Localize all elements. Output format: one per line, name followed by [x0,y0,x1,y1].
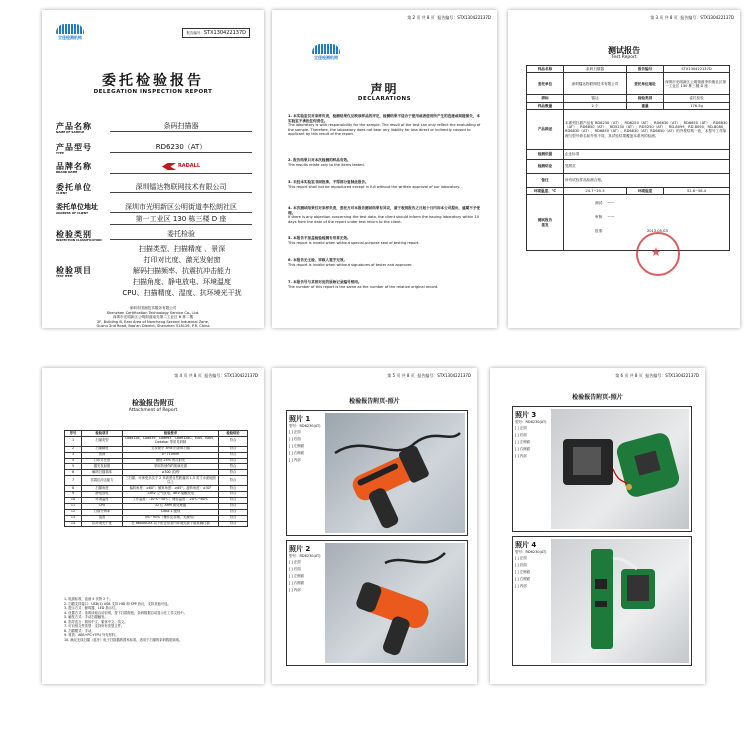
table-cell: 最低 25% 的反射比 [123,458,219,464]
test-item: 解码扫描频率、抗震抗冲击能力 [133,267,231,275]
table-cell: 11 [65,503,82,509]
table-cell: 符合 [219,491,248,497]
table-cell: 打印对比度 [82,458,123,464]
table-cell: 符合 [219,476,248,486]
table-cell: 采用防划伤的玻璃光窗 [123,464,219,470]
page-header: 第 6 页 共 8 页 报告编号：STX130422137D [615,373,699,378]
test-item: CPU、扫描精度、湿度、抗环境光干扰 [122,289,242,297]
declarations-subtitle: DECLARATIONS [357,96,412,102]
lab-logo [56,24,84,41]
declaration-item: 3. 未经本实验室书面批准，不得部分复制此报告。 This report shall not be reproduced except in full without the written approval of our laboratory. [288,180,461,189]
table-cell: 符合 [219,509,248,515]
table-cell: 解码扫描频率 [82,470,123,476]
table-cell: 静电放电 [82,491,123,497]
table-cell: 5%~95%（操作及存储，无凝结） [123,515,219,521]
table-cell: 扫描分辨率 [82,509,123,515]
table-cell: 符合 [219,470,248,476]
photo-frame-3: 照片 3 型号：RD6230(AT) [ ] 正面 [ ] 后面 [ ] 左侧面 [ ] 右侧面 [ ] 内部 [512,406,692,532]
declaration-item: 7. 本报告号与其相对应的原始记录编号相同。 The number of this report is the same as the number of the relative original record. [288,280,439,289]
sample-name-value: 条码扫描器 [110,122,252,132]
table-cell: 抗震抗冲击能力 [82,476,123,486]
table-row: 产品描述 本系列扫描产品有 RD6230（AT）、RD6250（AT）、RD6630（AT）、RD6650（AT）、RD6830（AT）、RD6850（AT）、RD5230（AT）、RD5250（AT）、RD-8099、RD-8090、RD-8080、RD6830（AT）、RD6850（AT）、RD6830（AT）RD6850（AT）的外观结构一致，本型号工作原理与型号命名和外形不同，其试验结果覆盖本系列的检测。 [527,109,730,149]
table-cell: 符合 [219,486,248,492]
photo-page-title: 检验报告附页-照片 [572,394,623,401]
table-cell: 0~710mm [123,452,219,458]
internal-photo-3 [551,409,689,529]
note-item: 7. 可识别文件类型：支持所有类型文件。 [64,624,125,628]
note-item: 9. 材质：ABS+PC+TPU 外壳材料。 [64,633,119,637]
table-row [65,476,248,486]
table-cell: 12 [65,509,82,515]
table-cell: 支持最小 3mil 的条码扫描 [123,446,219,452]
table-cell: 激光发射窗 [82,464,123,470]
note-item: 6. 指导语言：简体中文、繁体中文、英文。 [64,619,128,624]
table-cell: 符合 [219,458,248,464]
table-cell: 环境温度 [82,497,123,503]
table-cell: 5 [65,464,82,470]
attachment-table [64,430,248,527]
test-items-list [112,244,252,299]
photo-frame-2: 照片 2 型号：RD6230(AT) [ ] 正面 [ ] 后面 [ ] 左侧面 [ ] 右侧面 [ ] 内部 [286,540,468,666]
test-report-title: 测试报告 [608,46,640,55]
page-header: 第 5 页 共 8 页 报告编号：STX130422137D [387,373,471,378]
photo-frame-4: 照片 4 型号：RD6230(AT) [ ] 正面 [ ] 后面 [ ] 左侧面 [ ] 右侧面 [ ] 内部 [512,536,692,666]
declaration-item: 4. 本次测试结果仅对来样负责，委托方对本报告测试结果有异议，请于收到报告之日起十日内向本公司提出，逾期不予受理。 If there is any objection concerning the test data, the client should inform the issuing laboratory within 10 days from the date of the report under test return to the client. [288,206,481,224]
table-row [65,521,248,527]
field-client-address: 委托单位地址 ADDRESS OF CLIENT 深圳市光明新区公明街道李松朗社区 [56,203,252,215]
table-row: 样品数量 2 个 重量 176.5g [527,102,730,109]
note-item: 10. 满足无线扫描（蓝牙）电子扫描器的国家标准，适用于扫描的条码数据读取。 [64,637,183,642]
cover-title: 委托检验报告 [102,73,204,89]
brand-logo-icon [162,163,176,170]
client-address-value-2: 第一工业区 130 栋三楼 D 座 [110,215,252,225]
table-cell: 13 [65,515,82,521]
table-cell: 9 [65,491,82,497]
photo-page-2 [490,368,705,684]
test-report-subtitle: Test Report [611,55,637,60]
test-report-table [526,65,730,251]
attachment-page [42,368,264,684]
declarations-title: 声明 [370,82,399,96]
page-header: 第 2 页 共 8 页 报告编号：STX130422137D [407,15,491,20]
official-seal-stamp [636,232,680,276]
note-item: 1. 电源标准，直流 5 伏特 2 个。 [64,597,113,601]
cover-subtitle: DELEGATION INSPECTION REPORT [93,89,213,95]
client-value: 深圳镭达物联网技术有限公司 [110,183,252,193]
table-cell: 在 86000LUX 以下的正常室内环境光源下能准确扫描 [123,521,219,527]
issue-date: 2013-05-03 [646,229,668,234]
table-cell: 扫描角度 [82,486,123,492]
table-row: 委托单位 深圳镭达物联网技术有限公司 委托单位地址 深圳市光明新区公明街道李松朗社区第一工业区 130 栋三楼 D 座 [527,73,730,95]
table-row: 检测结论 见附页 [527,159,730,173]
declaration-item: 1. 本实验室仅对来样负责，检测结果仅反映该样品的评定，检测结果不适合于使用或者使用所产生的直接或间接损失，本实验室不承担任何责任。 The laboratory is with responsibility for the sample. The result of the test can only reflect the evaluating of the sample. Therefore, the laboratory does not bear any liability for loss direct or indirectly caused to applicant by this result of the report. [288,114,481,137]
declaration-item: 6. 本报告无主检、审核人签字无效。 This report is invalid when without signatures of tester and approver. [288,258,413,267]
declaration-item: 5. 本报告不加盖检验检测专用章无效。 This report is invalid when without special-purpose seal of testing report. [288,236,420,245]
table-cell: 7 [65,476,82,486]
attachment-notes [64,597,252,642]
table-cell: 湿度 [82,515,123,521]
note-item: 5. 触发方式：手动扫描触发。 [64,615,108,619]
lab-logo-text: 立佳检测机构 [58,35,82,40]
attachment-title: 检验报告附页 [132,399,174,407]
photo-page-1 [272,368,477,684]
table-cell: 符合 [219,464,248,470]
table-cell: CPU [82,503,123,509]
page-header: 第 3 页 共 8 页 报告编号：STX130422137D [650,15,734,20]
table-cell: 符合 [219,436,248,446]
table-cell: 符合 [219,515,248,521]
report-number-box: 报告编号：STX130422137D [182,28,250,38]
table-cell: 符合 [219,497,248,503]
attachment-subtitle: Attachment of Report [128,408,178,413]
table-cell: 三扫描、可承受多次于 2 米高度自然跌落到 1.5 英寸水泥地面以上 [123,476,219,486]
table-cell: 15KV 空气放电，8KV 接触放电 [123,491,219,497]
page-header: 第 4 页 共 8 页 报告编号：STX130422137D [174,373,258,378]
note-item: 4. 设置方式：条码读取自动识别，按下扫描按钮，条码数据自动显示在工作文档中。 [64,610,187,615]
table-row: 备注 所有试验样品检测合格。 [527,173,730,187]
inspection-class-value: 委托检验 [110,230,252,240]
table-cell: 抗环境光干扰 [82,521,123,527]
note-item: 8. 扫描模式：手动。 [64,628,95,633]
client-address-value-1: 深圳市光明新区公明街道李松朗社区 [110,203,252,213]
sample-type-value: RD6230（AT） [110,143,252,153]
table-cell: 符合 [219,503,248,509]
tester-signature: ～～ [606,201,615,206]
scanner-photo-1 [325,413,465,533]
table-row: 商标 镭达 检验类别 委托检验 [527,95,730,102]
lab-logo-icon [56,24,84,34]
lab-address-block: 深圳市国测技术服务有限公司 Shenzhen Certification Technology Service Co., Ltd. 深圳市光明新区公明街道南光第二工业区 B 栋二楼 2F, Building B, East Area of Nanchang Second Industrial Zone, Gushu 2nd Road, Bao'an District, Shenzhen 518126, P.R. China [96,306,210,328]
approver-signature: ～～ [606,215,615,220]
test-report-page [508,10,740,328]
table-cell: 3 [65,452,82,458]
report-number: STX130422137D [203,30,246,36]
test-item: 扫描角度、静电放电、环境温度 [133,278,231,286]
table-header-row: 序号 检验项目 检验要求 检验结论 [65,431,248,437]
test-item: 扫描类型、扫描精度 、景深 [138,245,226,253]
table-cell: 32 位 ARM 微处理器 [123,503,219,509]
photo-frame-1: 照片 1 型号：RD6230(AT) [ ] 正面 [ ] 后面 [ ] 左侧面 [ ] 右侧面 [ ] 内部 [286,410,468,536]
table-cell: 工作温度：-10℃~50℃；储存温度：-20℃~60℃ [123,497,219,503]
table-cell: 8 [65,486,82,492]
table-cell: 2 [65,446,82,452]
note-item: 2. 扫描支持接口：USB(1) USB 支持 HID 和 SPP 协议，支持其他可选。 [64,601,171,606]
photo-page-title: 检验报告附页-照片 [349,398,400,405]
table-cell: 符合 [219,452,248,458]
table-cell: 10 [65,497,82,503]
table-cell: Class 1 级别 [123,509,219,515]
field-client: 委托单位 CLIENT 深圳镭达物联网技术有限公司 [56,183,252,195]
table-row [65,436,248,446]
table-cell: ≥300 次/秒 [123,470,219,476]
scanner-photo-2 [325,543,465,663]
field-client-address-line2 [56,215,252,225]
table-row: 检测依据 企业标准 [527,149,730,159]
field-test-items-label: 检验项目 TEST ITEM [56,266,92,278]
table-cell: 1 [65,436,82,446]
declaration-item: 2. 报告结果只对本次检测的样品有效。 The results relate only to the items tested. [288,158,365,167]
test-item: 打印对比度、激光发射窗 [143,256,221,264]
field-brand-name: 品牌名称 BRAND NAME RADALL [56,162,252,174]
table-cell: 扫描类型 [82,436,123,446]
table-cell: 偏转角度：≥60°；倾斜角度：≥65°；旋转角度：≥30° [123,486,219,492]
table-cell: 扫描精度 [82,446,123,452]
brand-logo: RADALL [110,162,252,174]
table-row: 样品名称 条码扫描器 报告编号 STX130422137D [527,66,730,73]
table-cell: Code128、Code39、Code93、Code128C、EAN、ISBN、Codabar 等常见码制 [123,436,219,446]
field-inspection-class: 检验类别 INSPECTION CLASSIFICATION 委托检验 [56,230,252,242]
lab-logo: 立佳检测机构 [312,44,340,61]
field-sample-name: 产品名称 NAME OF SAMPLE 条码扫描器 [56,122,252,134]
table-cell: 14 [65,521,82,527]
table-cell: 景深 [82,452,123,458]
report-cover-page [42,10,264,328]
table-cell: 符合 [219,521,248,527]
table-cell: 符合 [219,446,248,452]
lab-logo-icon [312,44,340,54]
note-item: 3. 提示方式：蜂鸣器、LED 指示灯。 [64,606,119,610]
table-cell: 6 [65,470,82,476]
table-row: 环境温度、℃ 24.7~25.3 环境湿度 52.6~58.4 [527,187,730,194]
table-cell: 4 [65,458,82,464]
declarations-page [272,10,497,328]
field-sample-type: 产品型号 TYPE RD6230（AT） [56,143,252,155]
table-row: 测试报告 签发 测试： ～～ 审核： ～～ 批准： 2013-05-03 [527,195,730,251]
pcb-photo-4 [551,539,689,663]
